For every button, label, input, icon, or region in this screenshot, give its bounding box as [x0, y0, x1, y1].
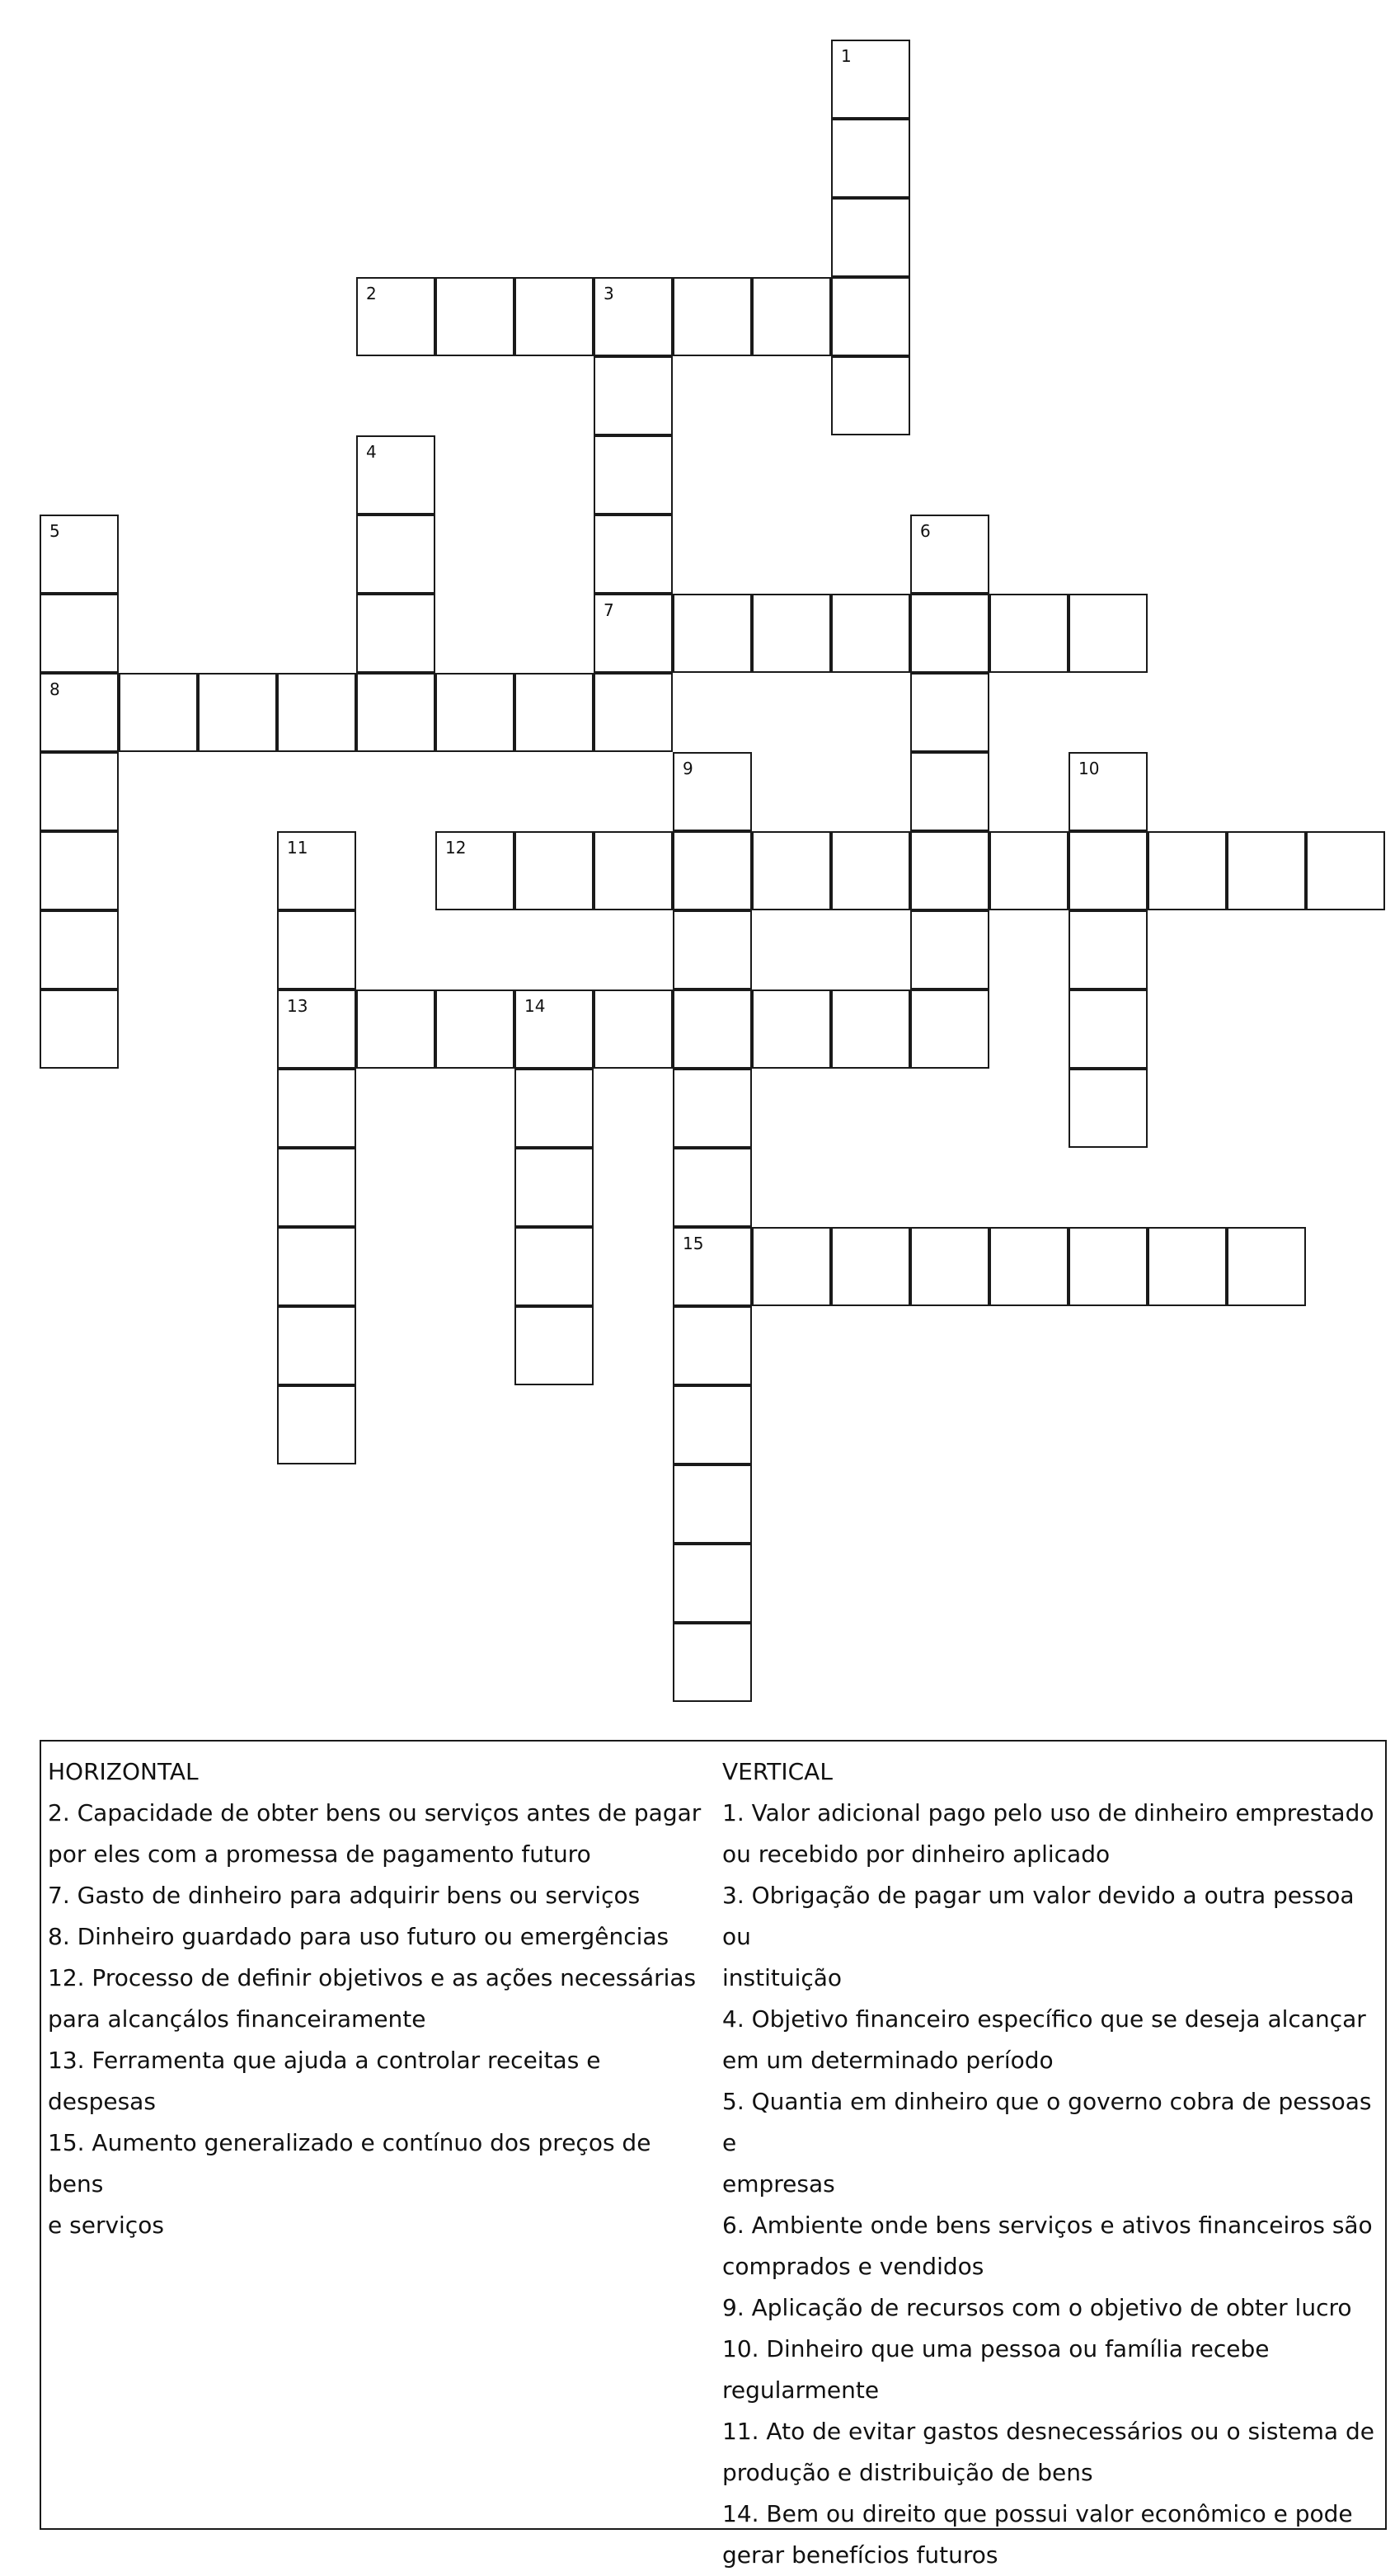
clue-line: 1. Valor adicional pago pelo uso de dinheiro emprestado [722, 1799, 1374, 1826]
clue-line: gerar benefícios futuros [722, 2541, 998, 2569]
crossword-cell[interactable] [594, 435, 673, 515]
clue-line: 8. Dinheiro guardado para uso futuro ou emergências [48, 1923, 669, 1950]
clue-number: 2 [366, 284, 377, 303]
crossword-cell[interactable] [277, 1148, 356, 1227]
clue-line: instituição [722, 1964, 843, 1991]
crossword-cell[interactable] [1227, 831, 1306, 910]
crossword-cell[interactable] [594, 277, 673, 356]
crossword-cell[interactable] [514, 1069, 594, 1148]
clue-line: 3. Obrigação de pagar um valor devido a outra pessoa ou [722, 1882, 1355, 1950]
clue-line: produção e distribuição de bens [722, 2459, 1093, 2486]
crossword-cell[interactable] [356, 277, 435, 356]
crossword-cell[interactable] [752, 990, 831, 1069]
clue-line: em um determinado período [722, 2047, 1054, 2074]
crossword-cell[interactable] [119, 673, 198, 752]
crossword-cell[interactable] [1148, 1227, 1227, 1306]
crossword-cell[interactable] [831, 1227, 910, 1306]
crossword-cell[interactable] [752, 1227, 831, 1306]
crossword-cell[interactable] [514, 1306, 594, 1385]
crossword-cell[interactable] [594, 594, 673, 673]
crossword-cell[interactable] [1069, 752, 1148, 831]
clue-line: 15. Aumento generalizado e contínuo dos preços de bens [48, 2129, 651, 2198]
crossword-cell[interactable] [673, 594, 752, 673]
clue-number: 5 [49, 521, 60, 541]
crossword-cell[interactable] [40, 910, 119, 990]
crossword-cell[interactable] [514, 831, 594, 910]
crossword-cell[interactable] [514, 673, 594, 752]
crossword-cell[interactable] [435, 990, 514, 1069]
crossword-cell[interactable] [831, 990, 910, 1069]
clue-line: por eles com a promessa de pagamento futuro [48, 1840, 591, 1868]
horizontal-clues [48, 1751, 707, 2246]
crossword-cell[interactable] [514, 1148, 594, 1227]
crossword-cell[interactable] [910, 1227, 989, 1306]
crossword-cell[interactable] [910, 515, 989, 594]
clue-line: 13. Ferramenta que ajuda a controlar receitas e despesas [48, 2047, 601, 2115]
clue-line: 10. Dinheiro que uma pessoa ou família recebe [722, 2335, 1270, 2362]
crossword-cell[interactable] [198, 673, 277, 752]
crossword-cell[interactable] [673, 1148, 752, 1227]
crossword-cell[interactable] [277, 1306, 356, 1385]
crossword-cell[interactable] [673, 831, 752, 910]
crossword-cell[interactable] [831, 594, 910, 673]
vertical-heading: VERTICAL [722, 1758, 833, 1785]
crossword-cell[interactable] [1069, 1069, 1148, 1148]
crossword-cell[interactable] [831, 356, 910, 435]
crossword-cell[interactable] [673, 1464, 752, 1544]
crossword-cell[interactable] [40, 594, 119, 673]
crossword-cell[interactable] [277, 990, 356, 1069]
crossword-cell[interactable] [673, 1544, 752, 1623]
crossword-cell[interactable] [910, 990, 989, 1069]
clue-number: 7 [604, 600, 614, 620]
crossword-cell[interactable] [752, 831, 831, 910]
clue-number: 12 [445, 838, 467, 858]
crossword-cell[interactable] [831, 198, 910, 277]
crossword-cell[interactable] [594, 990, 673, 1069]
crossword-cell[interactable] [435, 673, 514, 752]
crossword-cell[interactable] [356, 594, 435, 673]
crossword-cell[interactable] [989, 594, 1069, 673]
crossword-cell[interactable] [673, 990, 752, 1069]
crossword-cell[interactable] [752, 277, 831, 356]
clue-line: 6. Ambiente onde bens serviços e ativos financeiros são [722, 2212, 1373, 2239]
clue-line: 4. Objetivo financeiro específico que se deseja alcançar [722, 2005, 1366, 2033]
clue-line: 14. Bem ou direito que possui valor econômico e pode [722, 2500, 1353, 2527]
crossword-cell[interactable] [356, 673, 435, 752]
horizontal-heading: HORIZONTAL [48, 1758, 199, 1785]
clue-line: e serviços [48, 2212, 164, 2239]
clue-number: 11 [287, 838, 308, 858]
crossword-cell[interactable] [673, 1306, 752, 1385]
crossword-cell[interactable] [356, 435, 435, 515]
crossword-cell[interactable] [910, 910, 989, 990]
crossword-cell[interactable] [1069, 1227, 1148, 1306]
crossword-cell[interactable] [40, 990, 119, 1069]
crossword-cell[interactable] [910, 594, 989, 673]
crossword-cell[interactable] [831, 277, 910, 356]
crossword-cell[interactable] [1069, 910, 1148, 990]
crossword-cell[interactable] [673, 1623, 752, 1702]
crossword-cell[interactable] [910, 752, 989, 831]
crossword-cell[interactable] [910, 673, 989, 752]
clue-line: comprados e vendidos [722, 2253, 984, 2280]
crossword-cell[interactable] [594, 831, 673, 910]
crossword-cell[interactable] [594, 673, 673, 752]
crossword-cell[interactable] [435, 277, 514, 356]
clue-line: 12. Processo de definir objetivos e as ações necessárias [48, 1964, 697, 1991]
clue-line: 2. Capacidade de obter bens ou serviços antes de pagar [48, 1799, 702, 1826]
clue-number: 14 [524, 996, 546, 1016]
crossword-cell[interactable] [40, 831, 119, 910]
crossword-cell[interactable] [831, 40, 910, 119]
crossword-cell[interactable] [673, 752, 752, 831]
clue-number: 9 [683, 759, 693, 778]
crossword-cell[interactable] [1148, 831, 1227, 910]
clue-line: 9. Aplicação de recursos com o objetivo de obter lucro [722, 2294, 1352, 2321]
crossword-cell[interactable] [514, 1227, 594, 1306]
crossword-cell[interactable] [1069, 594, 1148, 673]
crossword-cell[interactable] [673, 1227, 752, 1306]
crossword-cell[interactable] [910, 831, 989, 910]
clue-number: 6 [920, 521, 931, 541]
clue-line: para alcançálos financeiramente [48, 2005, 426, 2033]
clue-line: ou recebido por dinheiro aplicado [722, 1840, 1111, 1868]
clue-number: 10 [1078, 759, 1100, 778]
crossword-cell[interactable] [514, 277, 594, 356]
clue-number: 13 [287, 996, 308, 1016]
crossword-cell[interactable] [1069, 831, 1148, 910]
crossword-cell[interactable] [514, 990, 594, 1069]
clue-number: 15 [683, 1234, 704, 1253]
crossword-cell[interactable] [277, 831, 356, 910]
crossword-cell[interactable] [1306, 831, 1385, 910]
horizontal-clue-list [48, 1793, 707, 2246]
crossword-cell[interactable] [752, 594, 831, 673]
vertical-clue-list [722, 1793, 1382, 2576]
crossword-cell[interactable] [673, 1069, 752, 1148]
crossword-cell[interactable] [673, 910, 752, 990]
crossword-cell[interactable] [673, 1385, 752, 1464]
crossword-cell[interactable] [435, 831, 514, 910]
vertical-clues [722, 1751, 1382, 2576]
clue-number: 4 [366, 442, 377, 462]
crossword-cell[interactable] [989, 1227, 1069, 1306]
crossword-cell[interactable] [40, 515, 119, 594]
crossword-cell[interactable] [277, 1385, 356, 1464]
crossword-cell[interactable] [356, 990, 435, 1069]
crossword-cell[interactable] [356, 515, 435, 594]
crossword-cell[interactable] [277, 1227, 356, 1306]
clue-line: 7. Gasto de dinheiro para adquirir bens ou serviços [48, 1882, 641, 1909]
clue-number: 8 [49, 679, 60, 699]
crossword-cell[interactable] [1069, 990, 1148, 1069]
clue-number: 3 [604, 284, 614, 303]
crossword-cell[interactable] [277, 673, 356, 752]
crossword-cell[interactable] [40, 752, 119, 831]
crossword-cell[interactable] [40, 673, 119, 752]
clue-line: empresas [722, 2170, 835, 2198]
clue-line: 11. Ato de evitar gastos desnecessários ou o sistema de [722, 2418, 1374, 2445]
crossword-cell[interactable] [594, 515, 673, 594]
crossword-cell[interactable] [277, 1069, 356, 1148]
clue-line: 5. Quantia em dinheiro que o governo cobra de pessoas e [722, 2088, 1372, 2156]
crossword-cell[interactable] [831, 831, 910, 910]
crossword-cell[interactable] [831, 119, 910, 198]
crossword-cell[interactable] [1227, 1227, 1306, 1306]
clues-box [40, 1740, 1387, 2569]
crossword-cell[interactable] [594, 356, 673, 435]
clue-line: regularmente [722, 2376, 880, 2404]
crossword-cell[interactable] [277, 910, 356, 990]
crossword-cell[interactable] [673, 277, 752, 356]
clue-number: 1 [841, 46, 852, 66]
crossword-cell[interactable] [989, 831, 1069, 910]
